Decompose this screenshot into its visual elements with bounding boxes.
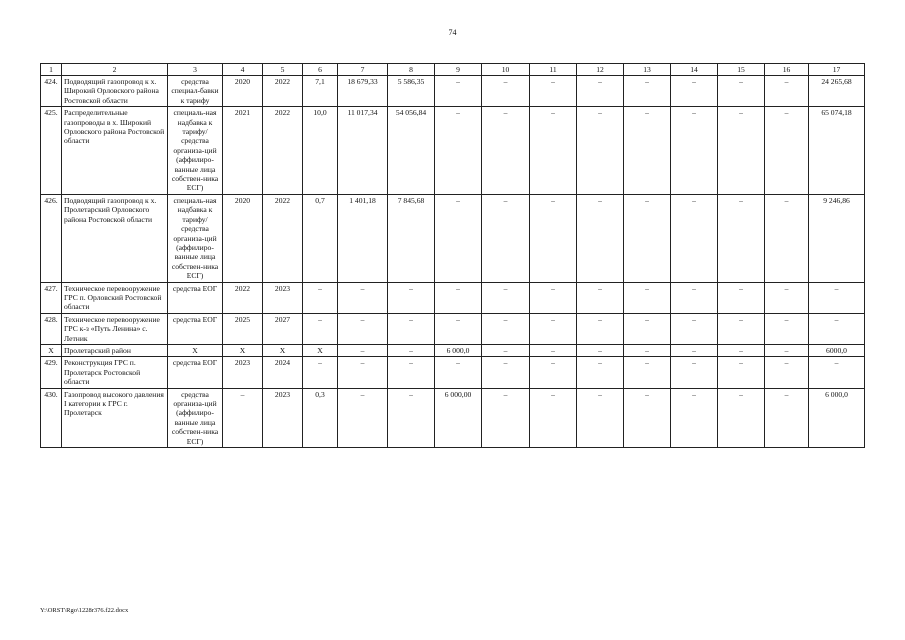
value-cell: – bbox=[577, 194, 624, 282]
value-cell: 2023 bbox=[263, 282, 303, 313]
value-cell: 24 265,68 bbox=[809, 76, 865, 107]
value-cell: – bbox=[482, 313, 530, 344]
object-name-cell: Распределительные газопроводы в х. Широкий Орловского района Ростовской области bbox=[62, 107, 168, 195]
header-cell: 13 bbox=[624, 64, 671, 76]
value-cell: – bbox=[624, 107, 671, 195]
value-cell: – bbox=[530, 194, 577, 282]
value-cell: 6 000,0 bbox=[809, 388, 865, 447]
value-cell: – bbox=[482, 388, 530, 447]
value-cell: – bbox=[338, 313, 388, 344]
value-cell: – bbox=[765, 194, 809, 282]
value-cell: – bbox=[624, 357, 671, 388]
value-cell: – bbox=[577, 388, 624, 447]
value-cell: – bbox=[624, 76, 671, 107]
object-name-cell: Пролетарский район bbox=[62, 344, 168, 356]
table-row bbox=[41, 313, 865, 344]
value-cell: – bbox=[671, 313, 718, 344]
funding-source-cell: специаль-ная надбавка к тарифу/ средства организа-ций (аффилиро-ванные лица собствен-ника ЕСГ) bbox=[168, 194, 223, 282]
header-cell: 2 bbox=[62, 64, 168, 76]
value-cell: 5 586,35 bbox=[388, 76, 435, 107]
funding-source-cell: средства ЕОГ bbox=[168, 357, 223, 388]
value-cell: – bbox=[482, 344, 530, 356]
value-cell: Х bbox=[263, 344, 303, 356]
object-name-cell: Подводящий газопровод к х. Пролетарский Орловского района Ростовской области bbox=[62, 194, 168, 282]
value-cell: – bbox=[671, 344, 718, 356]
value-cell: – bbox=[530, 107, 577, 195]
value-cell: – bbox=[765, 107, 809, 195]
value-cell: – bbox=[338, 344, 388, 356]
object-name-cell: Газопровод высокого давления I категории к ГРС г. Пролетарск bbox=[62, 388, 168, 447]
value-cell: 2024 bbox=[263, 357, 303, 388]
value-cell: 6000,0 bbox=[809, 344, 865, 356]
value-cell: – bbox=[577, 282, 624, 313]
header-cell: 16 bbox=[765, 64, 809, 76]
header-cell: 12 bbox=[577, 64, 624, 76]
value-cell: – bbox=[482, 282, 530, 313]
value-cell: – bbox=[718, 107, 765, 195]
header-cell: 6 bbox=[303, 64, 338, 76]
object-name-cell: Техническое перевооружение ГРС к-з «Путь Ленина» с. Летник bbox=[62, 313, 168, 344]
table-row bbox=[41, 357, 865, 388]
value-cell: – bbox=[435, 107, 482, 195]
column-number-header bbox=[41, 64, 865, 76]
header-cell: 14 bbox=[671, 64, 718, 76]
value-cell: – bbox=[435, 282, 482, 313]
table-row bbox=[41, 344, 865, 356]
value-cell: 2022 bbox=[263, 107, 303, 195]
value-cell: – bbox=[223, 388, 263, 447]
value-cell: – bbox=[577, 313, 624, 344]
value-cell: 6 000,0 bbox=[435, 344, 482, 356]
funding-source-cell: специаль-ная надбавка к тарифу/ средства организа-ций (аффилиро-ванные лица собствен-ника ЕСГ) bbox=[168, 107, 223, 195]
value-cell: 2027 bbox=[263, 313, 303, 344]
value-cell: 2021 bbox=[223, 107, 263, 195]
value-cell: – bbox=[530, 313, 577, 344]
value-cell: – bbox=[718, 357, 765, 388]
value-cell: – bbox=[624, 282, 671, 313]
value-cell: – bbox=[671, 194, 718, 282]
header-cell: 10 bbox=[482, 64, 530, 76]
value-cell: – bbox=[435, 313, 482, 344]
value-cell: – bbox=[809, 313, 865, 344]
header-cell: 1 bbox=[41, 64, 62, 76]
value-cell: – bbox=[765, 313, 809, 344]
table-row bbox=[41, 388, 865, 447]
value-cell: – bbox=[718, 282, 765, 313]
row-number-cell: 430. bbox=[41, 388, 62, 447]
header-cell: 9 bbox=[435, 64, 482, 76]
value-cell: 0,3 bbox=[303, 388, 338, 447]
row-number-cell: 429. bbox=[41, 357, 62, 388]
value-cell: – bbox=[303, 357, 338, 388]
value-cell: 7,1 bbox=[303, 76, 338, 107]
value-cell: – bbox=[435, 357, 482, 388]
value-cell: 2025 bbox=[223, 313, 263, 344]
value-cell: – bbox=[338, 282, 388, 313]
value-cell: – bbox=[388, 388, 435, 447]
funding-source-cell: средства специал-бавки к тарифу bbox=[168, 76, 223, 107]
value-cell: 6 000,00 bbox=[435, 388, 482, 447]
value-cell: 54 056,84 bbox=[388, 107, 435, 195]
value-cell: – bbox=[765, 282, 809, 313]
row-number-cell: 425. bbox=[41, 107, 62, 195]
value-cell: – bbox=[435, 76, 482, 107]
value-cell: – bbox=[530, 357, 577, 388]
value-cell: – bbox=[388, 313, 435, 344]
page-number: 74 bbox=[448, 28, 457, 37]
funding-source-cell: средства ЕОГ bbox=[168, 282, 223, 313]
value-cell: – bbox=[765, 76, 809, 107]
value-cell: – bbox=[765, 388, 809, 447]
value-cell: – bbox=[671, 282, 718, 313]
value-cell: 2020 bbox=[223, 194, 263, 282]
file-path-footer: Y:\ORST\Rgo\1228r376.f22.docx bbox=[40, 607, 129, 614]
value-cell: 10,0 bbox=[303, 107, 338, 195]
value-cell: – bbox=[338, 388, 388, 447]
object-name-cell: Техническое перевооружение ГРС п. Орловский Ростовской области bbox=[62, 282, 168, 313]
row-number-cell: 424. bbox=[41, 76, 62, 107]
value-cell: 2020 bbox=[223, 76, 263, 107]
object-name-cell: Подводящий газопровод к х. Широкий Орловского района Ростовской области bbox=[62, 76, 168, 107]
value-cell: 2023 bbox=[263, 388, 303, 447]
value-cell: – bbox=[482, 357, 530, 388]
value-cell: – bbox=[624, 344, 671, 356]
value-cell: – bbox=[718, 388, 765, 447]
object-name-cell: Реконструкция ГРС п. Пролетарск Ростовской области bbox=[62, 357, 168, 388]
value-cell: 2023 bbox=[223, 357, 263, 388]
header-cell: 17 bbox=[809, 64, 865, 76]
value-cell: – bbox=[765, 344, 809, 356]
header-cell: 5 bbox=[263, 64, 303, 76]
value-cell: – bbox=[671, 388, 718, 447]
value-cell: – bbox=[577, 344, 624, 356]
row-number-cell: 427. bbox=[41, 282, 62, 313]
funding-source-cell: средства ЕОГ bbox=[168, 313, 223, 344]
value-cell: Х bbox=[303, 344, 338, 356]
header-cell: 7 bbox=[338, 64, 388, 76]
value-cell: 11 017,34 bbox=[338, 107, 388, 195]
value-cell: – bbox=[435, 194, 482, 282]
investment-table bbox=[40, 63, 865, 448]
table-row bbox=[41, 282, 865, 313]
value-cell: – bbox=[671, 107, 718, 195]
value-cell: – bbox=[624, 194, 671, 282]
row-number-cell: Х bbox=[41, 344, 62, 356]
value-cell: – bbox=[388, 357, 435, 388]
value-cell: – bbox=[718, 313, 765, 344]
value-cell: – bbox=[577, 357, 624, 388]
value-cell: – bbox=[388, 344, 435, 356]
header-cell: 8 bbox=[388, 64, 435, 76]
value-cell: 1 401,18 bbox=[338, 194, 388, 282]
row-number-cell: 426. bbox=[41, 194, 62, 282]
header-cell: 3 bbox=[168, 64, 223, 76]
value-cell: – bbox=[303, 313, 338, 344]
value-cell: – bbox=[577, 76, 624, 107]
value-cell: – bbox=[809, 357, 865, 388]
funding-source-cell: средства организа-ций (аффилиро-ванные лица собствен-ника ЕСГ) bbox=[168, 388, 223, 447]
header-cell: 15 bbox=[718, 64, 765, 76]
value-cell: – bbox=[577, 107, 624, 195]
value-cell: 7 845,68 bbox=[388, 194, 435, 282]
value-cell: – bbox=[482, 107, 530, 195]
value-cell: – bbox=[718, 194, 765, 282]
value-cell: – bbox=[718, 76, 765, 107]
value-cell: – bbox=[303, 282, 338, 313]
value-cell: 18 679,33 bbox=[338, 76, 388, 107]
table-row bbox=[41, 76, 865, 107]
row-number-cell: 428. bbox=[41, 313, 62, 344]
value-cell: 2022 bbox=[263, 194, 303, 282]
value-cell: – bbox=[624, 388, 671, 447]
value-cell: 9 246,86 bbox=[809, 194, 865, 282]
value-cell: – bbox=[530, 282, 577, 313]
value-cell: 2022 bbox=[223, 282, 263, 313]
funding-source-cell: Х bbox=[168, 344, 223, 356]
header-cell: 4 bbox=[223, 64, 263, 76]
value-cell: – bbox=[530, 344, 577, 356]
table-row bbox=[41, 107, 865, 195]
value-cell: – bbox=[765, 357, 809, 388]
value-cell: – bbox=[671, 357, 718, 388]
value-cell: 65 074,18 bbox=[809, 107, 865, 195]
value-cell: – bbox=[809, 282, 865, 313]
value-cell: – bbox=[482, 76, 530, 107]
value-cell: – bbox=[388, 282, 435, 313]
table-row bbox=[41, 194, 865, 282]
value-cell: – bbox=[530, 388, 577, 447]
value-cell: – bbox=[718, 344, 765, 356]
value-cell: – bbox=[624, 313, 671, 344]
value-cell: – bbox=[530, 76, 577, 107]
value-cell: – bbox=[338, 357, 388, 388]
value-cell: Х bbox=[223, 344, 263, 356]
value-cell: 0,7 bbox=[303, 194, 338, 282]
header-cell: 11 bbox=[530, 64, 577, 76]
value-cell: – bbox=[482, 194, 530, 282]
value-cell: 2022 bbox=[263, 76, 303, 107]
value-cell: – bbox=[671, 76, 718, 107]
